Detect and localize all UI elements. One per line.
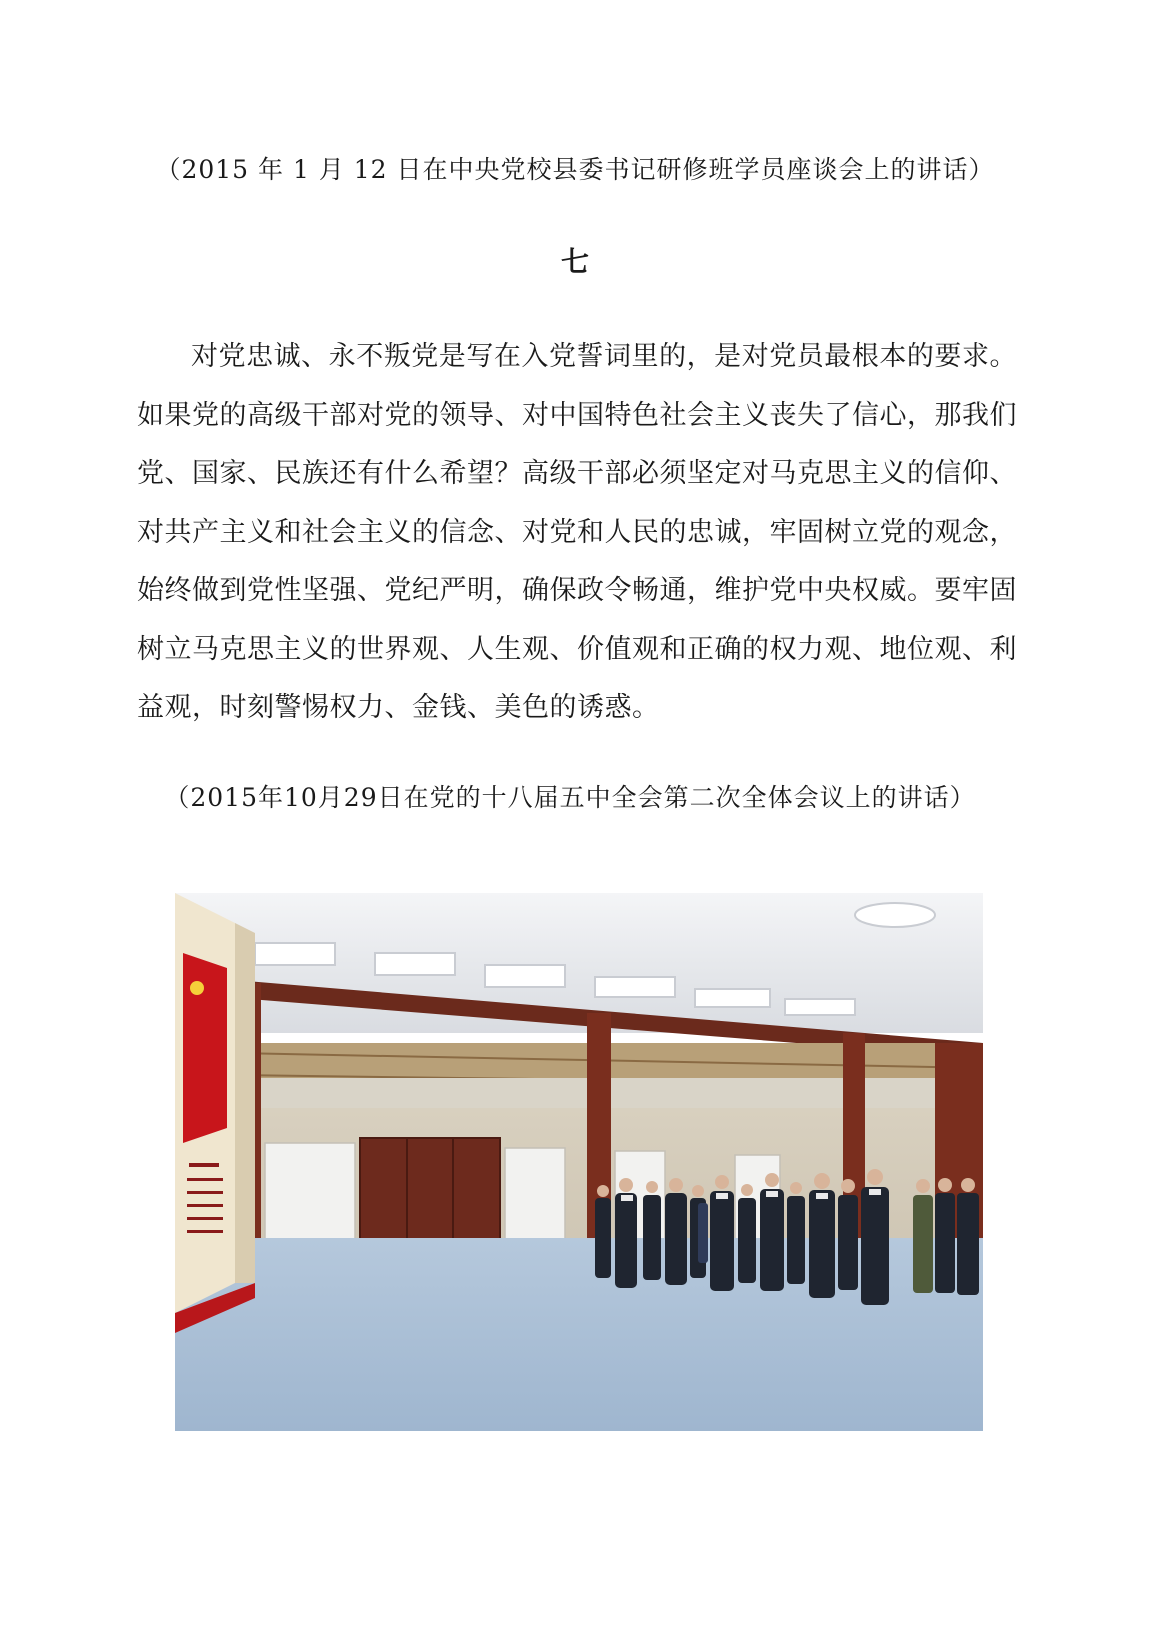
source-citation-bottom: （2015年10月29日在党的十八届五中全会第二次全体会议上的讲话） xyxy=(164,783,976,812)
party-flag xyxy=(183,953,227,1143)
section-heading: 七 xyxy=(560,245,589,278)
source-citation-top: （2015 年 1 月 12 日在中央党校县委书记研修班学员座谈会上的讲话） xyxy=(155,155,995,184)
body-paragraph: 对党忠诚、永不叛党是写在入党誓词里的，是对党员最根本的要求。如果党的高级干部对党的领导、对中国特色社会主义丧失了信心，那我们党、国家、民族还有什么希望？高级干部必须坚定对马克思主义的信仰、对共产主义和社会主义的信念、对党和人民的忠诚，牢固树立党的观念，始终做到党性坚强、党纪严明，确保政令畅通，维护党中央权威。要牢固树立马克思主义的世界观、人生观、价值观和正确的权力观、地位观、利益观，时刻警惕权力、金钱、美色的诱惑。 xyxy=(137,341,1017,723)
hall-photo xyxy=(175,893,983,1431)
